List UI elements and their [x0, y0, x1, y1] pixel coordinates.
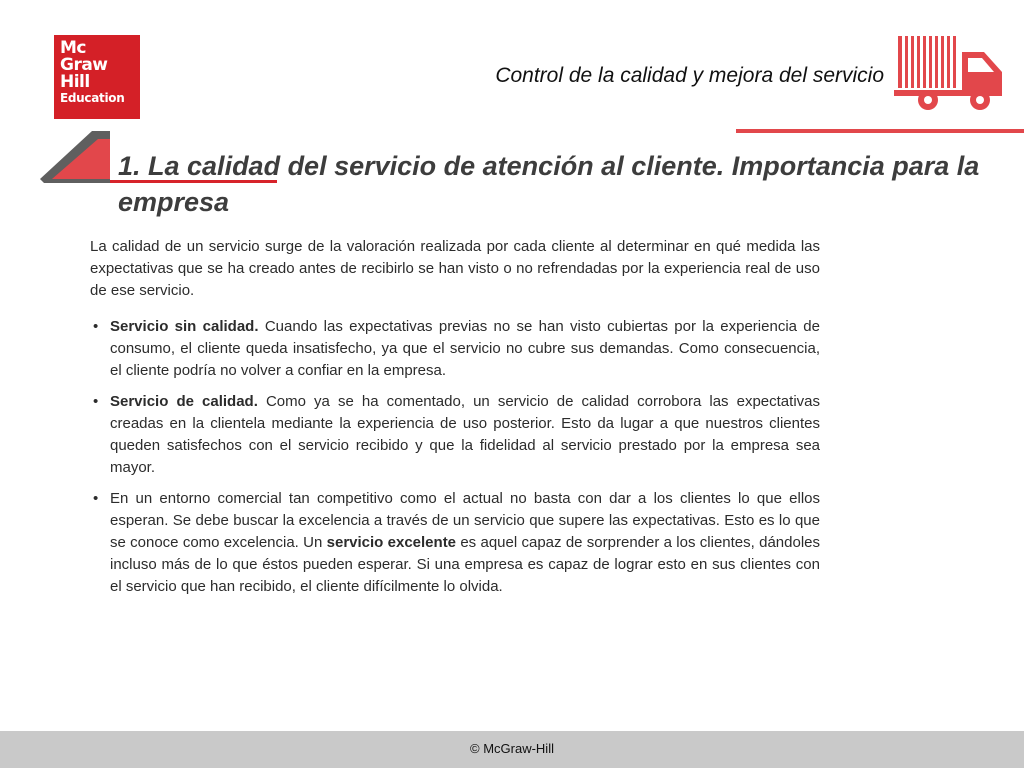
section-title: 1. La calidad del servicio de atención al cliente. Importancia para la empresa [118, 151, 980, 217]
bullet-dot: • [93, 318, 99, 335]
header-rule [736, 129, 1024, 133]
bullet-list [90, 316, 820, 598]
copyright-text: © McGraw-Hill [470, 741, 554, 756]
bullet-text: Como ya se ha comentado, un servicio de calidad corrobora las expectativas creadas en la clientela mediante la experiencia de uso posterior. Esto da lugar a que nuestros clientes queden satisfechos con el servicio recibido y que la fidelidad al servicio prestado por la empresa sea mayor. [110, 393, 820, 476]
bullet-item-de-calidad [90, 391, 820, 479]
bullet-text: es aquel capaz de sorprender a los clientes, dándoles incluso más de lo que éstos pueden esperar. Si una empresa es capaz de lograr esto en sus clientes con el servicio que han recibido, el cliente difícilmente lo olvida. [110, 534, 820, 595]
bullet-lead: Servicio sin calidad. [110, 318, 259, 335]
bullet-dot: • [93, 393, 99, 410]
bullet-bold-term: servicio excelente [326, 534, 457, 551]
mcgraw-hill-education-logo [54, 35, 140, 119]
bullet-lead: Servicio de calidad. [110, 393, 258, 410]
intro-paragraph: La calidad de un servicio surge de la valoración realizada por cada cliente al determinar en qué medida las expectativas que se ha creado antes de recibirlo se han visto o no refrendadas por la experiencia real de uso de ese servicio. [90, 238, 820, 299]
bullet-text: Cuando las expectativas previas no se han visto cubiertas por la experiencia de consumo, el cliente queda insatisfecho, ya que el servicio no cubre sus demandas. Como consecuencia, el cliente podría no volver a confiar en la empresa. [110, 318, 820, 379]
bullet-item-excelencia [90, 488, 820, 598]
logo-line-graw: Graw [60, 55, 108, 75]
bullet-dot: • [93, 490, 99, 507]
logo-line-education: Education [60, 91, 125, 105]
bullet-text: En un entorno comercial tan competitivo como el actual no basta con dar a los clientes lo que ellos esperan. Se debe buscar la excelencia a través de un servicio que supere las expectativas. Esto es lo que se conoce como excelencia. Un [110, 490, 820, 551]
title-corner-decoration [40, 131, 110, 183]
header-title: Control de la calidad y mejora del servicio [495, 64, 884, 87]
footer-bar [0, 731, 1024, 768]
logo-line-hill: Hill [60, 72, 90, 92]
delivery-truck-icon [894, 32, 1006, 114]
logo-line-mc: Mc [60, 38, 86, 58]
bullet-item-sin-calidad [90, 316, 820, 382]
slide-content [90, 236, 820, 607]
